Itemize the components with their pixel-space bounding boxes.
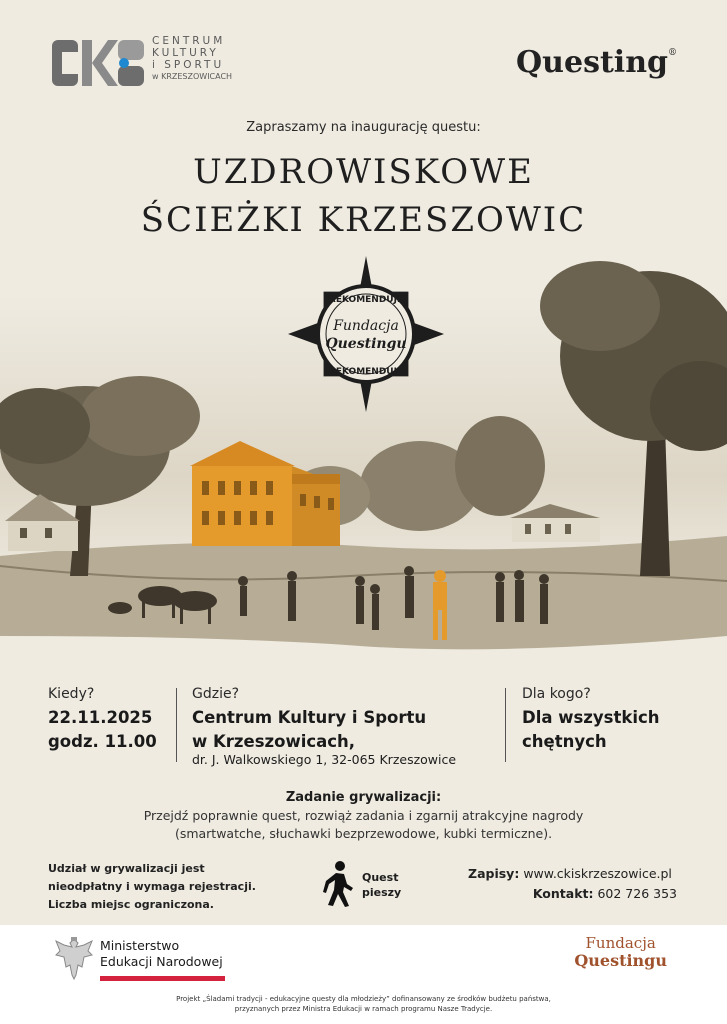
note-line: nieodpłatny i wymaga rejestracji.	[48, 880, 256, 893]
walking-person-icon	[320, 860, 356, 908]
registered-mark: ®	[668, 48, 677, 58]
page-title-line1: UZDROWISKOWE	[193, 152, 534, 192]
note-line: Udział w grywalizacji jest	[48, 862, 205, 875]
note-line: Liczba miejsc ograniczona.	[48, 898, 214, 911]
task-heading: Zadanie grywalizacji:	[285, 790, 442, 805]
task-description: Przejdź poprawnie quest, rozwiąż zadania i zgarnij atrakcyjne nagrody	[143, 808, 584, 823]
quest-type-line1: Quest	[362, 871, 399, 884]
when-date: 22.11.2025	[48, 708, 153, 727]
ck-line-centrum: CENTRUM	[152, 35, 226, 47]
task-prizes: (smartwatche, słuchawki bezprzewodowe, kubki termiczne).	[174, 826, 553, 841]
invite-text: Zapraszamy na inaugurację questu:	[246, 120, 481, 135]
who-line2: chętnych	[522, 732, 607, 751]
ck-line-city: w KRZESZOWICACH	[152, 72, 233, 81]
ckis-logo	[52, 36, 147, 90]
registration-label: Zapisy:	[468, 866, 520, 881]
ckis-logo-text	[152, 35, 232, 83]
when-label: Kiedy?	[48, 686, 95, 702]
ck-line-sportu: i SPORTU	[152, 59, 225, 71]
ministry-line2: Edukacji Narodowej	[100, 954, 223, 969]
where-city: w Krzeszowicach,	[192, 732, 356, 751]
fund-line2: Questingu	[574, 951, 667, 970]
where-address: dr. J. Walkowskiego 1, 32-065 Krzeszowice	[192, 752, 457, 767]
quest-type-label	[362, 870, 401, 900]
column-divider	[176, 688, 177, 762]
registration-info	[468, 866, 672, 881]
contact-phone[interactable]: 602 726 353	[597, 886, 677, 901]
registration-link[interactable]: www.ckiskrzeszowice.pl	[523, 866, 672, 881]
participation-note	[48, 860, 256, 914]
who-label: Dla kogo?	[522, 686, 591, 702]
badge-line1: Fundacja	[333, 318, 399, 334]
flag-stripe	[100, 976, 225, 981]
project-footnote	[0, 994, 727, 1014]
when-time: godz. 11.00	[48, 732, 157, 751]
polish-eagle-icon	[54, 935, 94, 981]
who-line1: Dla wszystkich	[522, 708, 660, 727]
fundacja-badge-icon	[286, 254, 446, 414]
badge-top-arc: REKOMENDUJE	[328, 295, 404, 305]
footnote-line2: przyznanych przez Ministra Edukacji w ramach programu Nasze Tradycje.	[234, 1005, 493, 1013]
badge-bottom-arc: REKOMENDUJE	[328, 367, 404, 377]
badge-line2: Questingu	[325, 336, 407, 352]
questing-logo-text: Questing	[516, 45, 668, 80]
ck-line-kultury: KULTURY	[152, 47, 219, 59]
footnote-line1: Projekt „Śladami tradycji - edukacyjne questy dla młodzieży” dofinansowany ze środków budżetu państwa,	[176, 995, 551, 1003]
where-venue: Centrum Kultury i Sportu	[192, 708, 427, 727]
fund-line1: Fundacja	[585, 934, 656, 952]
ministry-logo-text	[100, 938, 223, 970]
quest-type-line2: pieszy	[362, 886, 402, 899]
contact-info	[533, 886, 677, 901]
fundacja-questingu-logo	[574, 934, 667, 970]
contact-label: Kontakt:	[532, 886, 594, 901]
ministry-line1: Ministerstwo	[100, 938, 180, 953]
page-title-line2: ŚCIEŻKI KRZESZOWIC	[140, 200, 587, 240]
questing-logo	[516, 45, 677, 80]
where-label: Gdzie?	[192, 686, 240, 702]
column-divider	[505, 688, 506, 762]
